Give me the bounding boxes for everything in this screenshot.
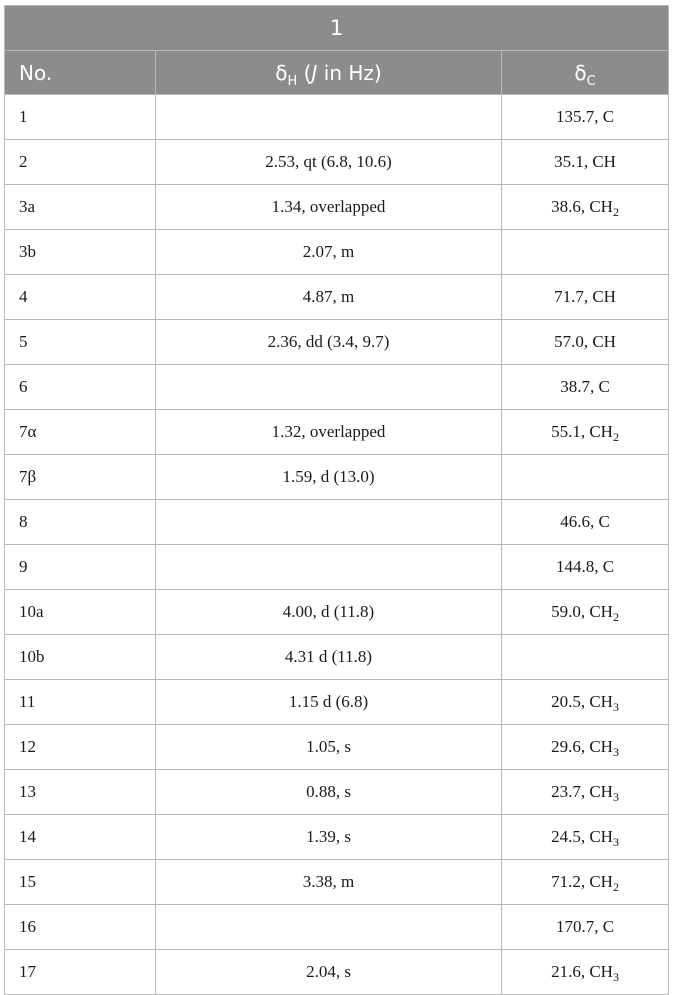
header-delta-c-symbol: δ <box>574 60 587 85</box>
table-row <box>5 770 669 815</box>
cell-delta-c <box>502 680 669 725</box>
table-row <box>5 635 669 680</box>
header-no: No. <box>5 51 156 95</box>
cell-delta-h: 4.00, d (11.8) <box>156 590 502 635</box>
cell-delta-c <box>502 500 669 545</box>
cell-position-no: 7α <box>5 410 156 455</box>
cell-position-no: 3a <box>5 185 156 230</box>
cell-position-no: 6 <box>5 365 156 410</box>
header-delta-h <box>156 51 502 95</box>
cell-delta-h: 2.36, dd (3.4, 9.7) <box>156 320 502 365</box>
table-row <box>5 590 669 635</box>
cell-delta-c-value: 170.7, C <box>555 917 615 936</box>
cell-delta-c-value: 21.6, CH <box>551 962 613 981</box>
cell-delta-h <box>156 500 502 545</box>
table-row <box>5 725 669 770</box>
header-delta-h-subscript: H <box>287 73 298 89</box>
cell-delta-c <box>502 545 669 590</box>
cell-position-no: 10b <box>5 635 156 680</box>
cell-delta-c-subscript: 3 <box>612 835 619 849</box>
cell-delta-h: 1.15 d (6.8) <box>156 680 502 725</box>
table-row <box>5 95 669 140</box>
cell-position-no: 16 <box>5 905 156 950</box>
table-row <box>5 500 669 545</box>
cell-delta-c-value: 71.2, CH <box>551 872 613 891</box>
cell-delta-c <box>502 410 669 455</box>
cell-delta-c-value: 29.6, CH <box>551 737 613 756</box>
cell-delta-c <box>502 905 669 950</box>
table-row <box>5 860 669 905</box>
cell-position-no: 15 <box>5 860 156 905</box>
header-delta-h-rest: in Hz) <box>317 60 382 85</box>
cell-position-no: 17 <box>5 950 156 995</box>
cell-position-no: 5 <box>5 320 156 365</box>
cell-delta-c-value: 57.0, CH <box>554 332 616 351</box>
cell-delta-h: 1.05, s <box>156 725 502 770</box>
header-delta-c <box>502 51 669 95</box>
table-row <box>5 455 669 500</box>
cell-position-no: 14 <box>5 815 156 860</box>
cell-delta-c-subscript: 3 <box>612 745 619 759</box>
cell-delta-h: 1.34, overlapped <box>156 185 502 230</box>
cell-position-no: 1 <box>5 95 156 140</box>
cell-delta-h: 2.04, s <box>156 950 502 995</box>
cell-delta-h: 4.31 d (11.8) <box>156 635 502 680</box>
table-row <box>5 950 669 995</box>
cell-delta-h <box>156 365 502 410</box>
cell-position-no: 8 <box>5 500 156 545</box>
nmr-data-table-container <box>4 5 668 995</box>
header-delta-h-symbol: δ <box>275 60 288 85</box>
cell-delta-h: 1.39, s <box>156 815 502 860</box>
table-row <box>5 230 669 275</box>
cell-delta-c-subscript: 2 <box>612 880 619 894</box>
cell-delta-c <box>502 185 669 230</box>
cell-position-no: 9 <box>5 545 156 590</box>
cell-delta-h <box>156 95 502 140</box>
cell-delta-h <box>156 545 502 590</box>
cell-delta-c <box>502 815 669 860</box>
cell-delta-c-value: 71.7, CH <box>554 287 616 306</box>
cell-delta-c <box>502 725 669 770</box>
cell-delta-h: 1.59, d (13.0) <box>156 455 502 500</box>
cell-delta-c-value: 46.6, C <box>560 512 610 531</box>
table-row <box>5 275 669 320</box>
cell-position-no: 7β <box>5 455 156 500</box>
header-delta-c-subscript: C <box>586 73 596 89</box>
cell-delta-c <box>502 320 669 365</box>
cell-delta-c-value: 38.6, CH <box>551 197 613 216</box>
cell-delta-c-subscript: 2 <box>612 205 619 219</box>
cell-position-no: 10a <box>5 590 156 635</box>
cell-delta-c-value: 20.5, CH <box>551 692 613 711</box>
table-row <box>5 185 669 230</box>
cell-position-no: 13 <box>5 770 156 815</box>
cell-delta-c <box>502 230 669 275</box>
cell-delta-c <box>502 590 669 635</box>
cell-delta-c-value: 38.7, C <box>560 377 610 396</box>
cell-delta-c <box>502 455 669 500</box>
compound-title: 1 <box>5 6 669 51</box>
cell-delta-c-value: 55.1, CH <box>551 422 613 441</box>
table-header <box>5 6 669 95</box>
cell-delta-c <box>502 770 669 815</box>
nmr-data-table <box>4 5 669 995</box>
cell-delta-c <box>502 635 669 680</box>
cell-position-no: 4 <box>5 275 156 320</box>
cell-delta-c-value: 35.1, CH <box>554 152 616 171</box>
cell-delta-c-value: 144.8, C <box>555 557 615 576</box>
cell-delta-c <box>502 950 669 995</box>
table-row <box>5 365 669 410</box>
cell-delta-c-value: 24.5, CH <box>551 827 613 846</box>
cell-delta-c <box>502 275 669 320</box>
cell-delta-c-value: 23.7, CH <box>551 782 613 801</box>
cell-delta-h: 0.88, s <box>156 770 502 815</box>
cell-delta-c-subscript: 3 <box>612 790 619 804</box>
cell-delta-h: 2.07, m <box>156 230 502 275</box>
cell-delta-h <box>156 905 502 950</box>
cell-delta-c <box>502 95 669 140</box>
table-row <box>5 545 669 590</box>
table-body <box>5 95 669 995</box>
table-row <box>5 815 669 860</box>
cell-delta-h: 2.53, qt (6.8, 10.6) <box>156 140 502 185</box>
cell-delta-c-subscript: 2 <box>612 430 619 444</box>
header-delta-h-paren: ( <box>297 60 312 85</box>
cell-delta-h: 1.32, overlapped <box>156 410 502 455</box>
cell-position-no: 11 <box>5 680 156 725</box>
cell-position-no: 3b <box>5 230 156 275</box>
cell-delta-c-subscript: 2 <box>612 610 619 624</box>
cell-delta-h: 4.87, m <box>156 275 502 320</box>
cell-delta-c-value: 135.7, C <box>555 107 615 126</box>
cell-position-no: 2 <box>5 140 156 185</box>
cell-delta-c <box>502 860 669 905</box>
table-row <box>5 320 669 365</box>
table-row <box>5 410 669 455</box>
table-row <box>5 140 669 185</box>
table-row <box>5 905 669 950</box>
cell-delta-c-value: 59.0, CH <box>551 602 613 621</box>
table-row <box>5 680 669 725</box>
cell-position-no: 12 <box>5 725 156 770</box>
cell-delta-c-subscript: 3 <box>612 700 619 714</box>
cell-delta-c <box>502 140 669 185</box>
cell-delta-h: 3.38, m <box>156 860 502 905</box>
header-j-symbol: J <box>311 60 318 85</box>
cell-delta-c-subscript: 3 <box>612 970 619 984</box>
cell-delta-c <box>502 365 669 410</box>
